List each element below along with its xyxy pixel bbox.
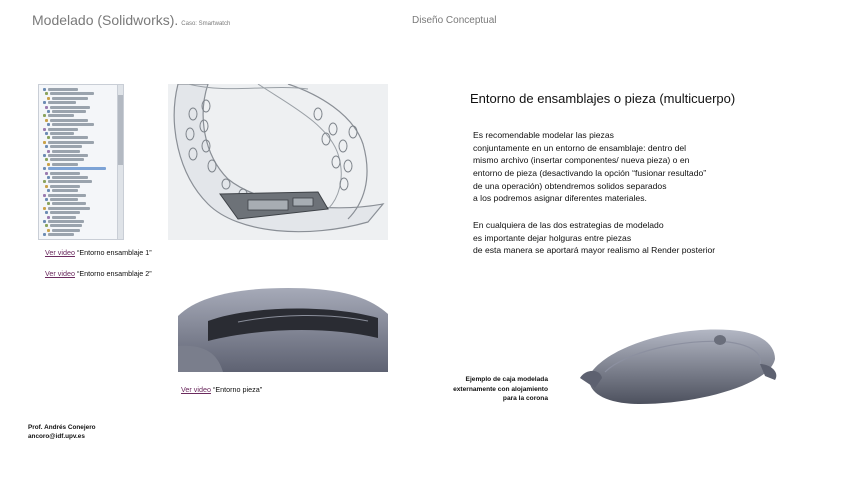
tree-node-icon xyxy=(45,224,48,227)
video-link-row-2 xyxy=(45,269,152,278)
tree-node-icon xyxy=(47,136,50,139)
tree-node xyxy=(50,158,84,161)
tree-node xyxy=(52,163,78,166)
tree-node xyxy=(52,216,76,219)
paragraph-1-line: a los podremos asignar diferentes materiales. xyxy=(473,193,647,204)
tree-node xyxy=(52,229,80,232)
caption-line: Ejemplo de caja modelada xyxy=(465,376,548,383)
tree-scrollbar-thumb xyxy=(118,95,123,165)
tree-node xyxy=(48,194,86,197)
tree-node xyxy=(48,101,76,104)
watch-case-image xyxy=(570,304,788,412)
tree-node-icon xyxy=(43,128,46,131)
tree-node-icon xyxy=(45,132,48,135)
video-link-1[interactable]: Ver video xyxy=(45,248,75,257)
tree-node-icon xyxy=(47,216,50,219)
tree-node-icon xyxy=(45,211,48,214)
footer-email: ancoro@idf.upv.es xyxy=(28,433,85,441)
tree-node xyxy=(50,211,80,214)
tree-node xyxy=(50,106,90,109)
tree-node xyxy=(48,167,106,170)
tree-node xyxy=(50,172,80,175)
tree-node-icon xyxy=(47,189,50,192)
tree-node xyxy=(48,220,84,223)
tree-node-icon xyxy=(43,180,46,183)
tree-scrollbar xyxy=(117,85,123,239)
tree-node-icon xyxy=(47,163,50,166)
tree-node xyxy=(52,202,86,205)
caption-line: externamente con alojamiento xyxy=(453,385,548,393)
tree-node-icon xyxy=(47,123,50,126)
slide-title xyxy=(32,12,230,28)
tree-node xyxy=(48,88,78,91)
section-label: Diseño Conceptual xyxy=(412,15,497,26)
video-link-row-1 xyxy=(45,248,152,257)
section-title: Entorno de ensamblajes o pieza (multicuerpo) xyxy=(470,91,736,106)
tree-node-icon xyxy=(45,145,48,148)
tree-node-icon xyxy=(43,207,46,210)
tree-node-icon xyxy=(47,202,50,205)
tree-node-icon xyxy=(45,119,48,122)
tree-node xyxy=(52,110,86,113)
paragraph-1-line: conjuntamente en un entorno de ensamblaje: dentro del xyxy=(473,142,687,153)
paragraph-1-line: mismo archivo (insertar componentes/ nueva pieza) o en xyxy=(473,155,690,166)
tree-node-icon xyxy=(43,194,46,197)
tree-node-icon xyxy=(47,150,50,153)
tree-node xyxy=(48,180,92,183)
footer xyxy=(28,423,96,442)
band-side-image xyxy=(178,266,388,372)
tree-node xyxy=(48,233,74,236)
tree-node-icon xyxy=(45,198,48,201)
tree-node-icon xyxy=(47,97,50,100)
tree-node-icon xyxy=(47,110,50,113)
tree-node xyxy=(48,114,74,117)
feature-tree-image xyxy=(38,84,124,240)
tree-node xyxy=(52,189,78,192)
paragraph-2-line: de esta manera se aportará mayor realismo al Render posterior xyxy=(473,245,716,256)
tree-node xyxy=(50,119,88,122)
tree-node xyxy=(48,154,88,157)
tree-node-icon xyxy=(47,229,50,232)
tree-node xyxy=(52,123,94,126)
paragraph-1-line: de una operación) obtendremos solidos separados xyxy=(473,180,667,191)
tree-node-icon xyxy=(45,185,48,188)
tree-node xyxy=(48,207,90,210)
tree-node-icon xyxy=(43,154,46,157)
tree-node xyxy=(52,176,88,179)
caption-line: para la corona xyxy=(502,395,548,402)
slide-subtitle: Caso: Smartwatch xyxy=(181,21,231,27)
tree-node-icon xyxy=(45,172,48,175)
paragraph-1 xyxy=(473,129,706,205)
tree-node xyxy=(50,224,82,227)
tree-node xyxy=(52,136,88,139)
paragraph-2-line: En cualquiera de las dos estrategias de modelado xyxy=(473,220,664,230)
video-link-1-desc: “Entorno ensamblaje 1” xyxy=(76,248,152,257)
tree-node xyxy=(50,132,74,135)
paragraph-2-line: es importante dejar holguras entre piezas xyxy=(473,232,632,243)
tree-node-icon xyxy=(43,220,46,223)
video-link-3-desc: “Entorno pieza” xyxy=(212,385,263,394)
tree-node xyxy=(50,145,82,148)
strap-transparent-image xyxy=(168,84,388,240)
paragraph-1-line: entorno de pieza (desactivando la opción “fusionar resultado” xyxy=(473,168,707,179)
tree-node-icon xyxy=(43,114,46,117)
strap-transparent-drawing xyxy=(168,84,388,240)
video-link-2[interactable]: Ver video xyxy=(45,269,75,278)
paragraph-1-line: Es recomendable modelar las piezas xyxy=(473,130,614,140)
tree-node-icon xyxy=(43,141,46,144)
video-link-2-desc: “Entorno ensamblaje 2” xyxy=(76,269,152,278)
tree-node xyxy=(50,185,80,188)
band-side-drawing xyxy=(178,266,388,372)
tree-node xyxy=(50,198,78,201)
tree-node xyxy=(48,141,94,144)
tree-node-icon xyxy=(43,88,46,91)
video-link-row-3 xyxy=(181,385,262,394)
tree-node xyxy=(50,92,94,95)
tree-node-icon xyxy=(45,106,48,109)
image-caption xyxy=(420,375,548,404)
tree-node-icon xyxy=(45,92,48,95)
tree-node-icon xyxy=(45,158,48,161)
tree-node-icon xyxy=(43,233,46,236)
tree-node-icon xyxy=(43,101,46,104)
tree-node xyxy=(48,128,78,131)
video-link-3[interactable]: Ver video xyxy=(181,385,211,394)
watch-case-drawing xyxy=(570,304,788,412)
tree-node xyxy=(52,150,80,153)
footer-author: Prof. Andrés Conejero xyxy=(28,424,96,431)
tree-node-icon xyxy=(47,176,50,179)
tree-node-icon xyxy=(43,167,46,170)
slide-title-text: Modelado (Solidworks). xyxy=(32,12,179,28)
paragraph-2 xyxy=(473,219,715,257)
tree-node xyxy=(52,97,88,100)
